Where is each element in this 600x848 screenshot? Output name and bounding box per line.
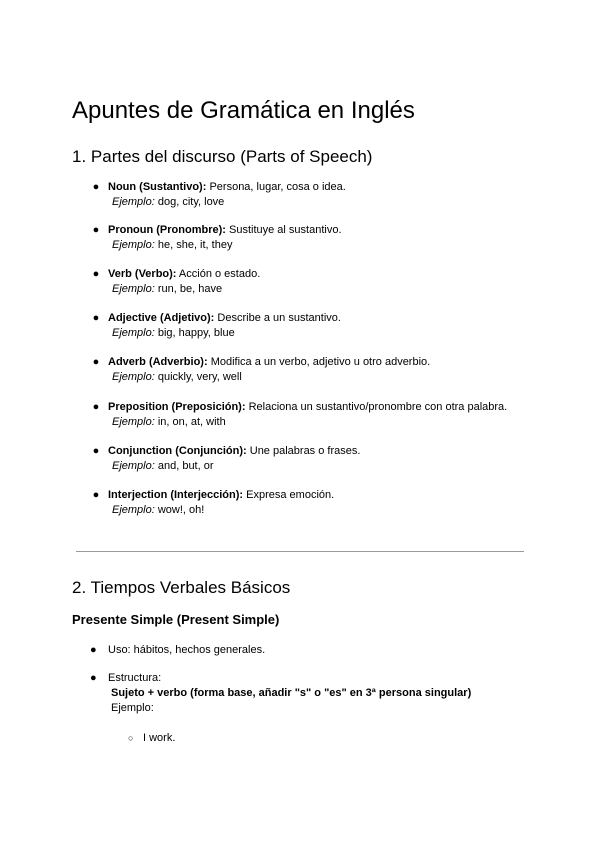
term-label: Pronoun (Pronombre): bbox=[108, 224, 226, 236]
term-label: Verb (Verbo): bbox=[108, 268, 177, 280]
example-label: Ejemplo: bbox=[112, 460, 155, 472]
section-heading-verb-tenses: 2. Tiempos Verbales Básicos bbox=[72, 578, 291, 597]
term-label: Adverb (Adverbio): bbox=[108, 356, 208, 368]
list-item-definition-line bbox=[108, 354, 430, 370]
bullet-icon: ● bbox=[92, 445, 100, 457]
structure-label: Estructura: bbox=[108, 672, 162, 684]
bullet-icon: ● bbox=[92, 224, 100, 236]
term-definition: Une palabras o frases. bbox=[249, 445, 361, 457]
term-label: Noun (Sustantivo): bbox=[108, 181, 207, 193]
term-label: Adjective (Adjetivo): bbox=[108, 312, 215, 324]
list-item-definition-line bbox=[108, 222, 342, 238]
term-definition: Modifica a un verbo, adjetivo u otro adverbio. bbox=[210, 356, 431, 368]
bullet-icon: ● bbox=[92, 181, 100, 193]
example-label: Ejemplo: bbox=[112, 327, 155, 339]
example-text: big, happy, blue bbox=[157, 327, 235, 339]
bullet-icon: ● bbox=[92, 312, 100, 324]
example-label: Ejemplo: bbox=[112, 283, 155, 295]
term-definition: Expresa emoción. bbox=[246, 489, 335, 501]
term-definition: Acción o estado. bbox=[178, 268, 261, 280]
example-text: dog, city, love bbox=[157, 196, 225, 208]
structure-formula: Sujeto + verbo (forma base, añadir "s" o "es" en 3ª persona singular) bbox=[111, 687, 472, 699]
present-simple-use: Uso: hábitos, hechos generales. bbox=[108, 644, 266, 656]
bullet-icon: ● bbox=[92, 268, 100, 280]
example-text: in, on, at, with bbox=[157, 416, 226, 428]
bullet-icon: ● bbox=[92, 356, 100, 368]
term-label: Conjunction (Conjunción): bbox=[108, 445, 247, 457]
list-item-definition-line bbox=[108, 399, 507, 415]
term-definition: Relaciona un sustantivo/pronombre con otra palabra. bbox=[248, 401, 508, 413]
example-text: quickly, very, well bbox=[157, 371, 242, 383]
example-text: run, be, have bbox=[157, 283, 223, 295]
list-item-definition-line bbox=[108, 487, 334, 503]
list-item-example-line bbox=[112, 369, 242, 385]
list-item-definition-line bbox=[108, 443, 360, 459]
term-definition: Describe a un sustantivo. bbox=[217, 312, 341, 324]
list-item-example-line bbox=[112, 458, 214, 474]
example-text: and, but, or bbox=[157, 460, 214, 472]
bullet-icon: ● bbox=[92, 489, 100, 501]
bullet-icon: ● bbox=[92, 401, 100, 413]
term-definition: Persona, lugar, cosa o idea. bbox=[209, 181, 346, 193]
list-item-definition-line bbox=[108, 179, 346, 195]
example-label: Ejemplo: bbox=[112, 239, 155, 251]
list-item-example-line bbox=[112, 325, 235, 341]
example-text: he, she, it, they bbox=[157, 239, 233, 251]
example-label: Ejemplo: bbox=[112, 504, 155, 516]
example-label: Ejemplo: bbox=[111, 702, 154, 714]
list-item-example-line bbox=[112, 237, 232, 253]
document-title: Apuntes de Gramática en Inglés bbox=[72, 97, 415, 124]
example-label: Ejemplo: bbox=[112, 371, 155, 383]
example-label: Ejemplo: bbox=[112, 416, 155, 428]
list-item-definition-line bbox=[108, 266, 260, 282]
list-item-example-line bbox=[112, 281, 222, 297]
example-text: wow!, oh! bbox=[157, 504, 205, 516]
list-item-example-line bbox=[112, 502, 204, 518]
sub-bullet-icon: ○ bbox=[128, 733, 134, 743]
example-sentence: I work. bbox=[143, 732, 176, 744]
term-label: Preposition (Preposición): bbox=[108, 401, 246, 413]
section-heading-parts-of-speech: 1. Partes del discurso (Parts of Speech) bbox=[72, 147, 373, 166]
term-label: Interjection (Interjección): bbox=[108, 489, 244, 501]
list-item-example-line bbox=[112, 414, 226, 430]
bullet-icon: ● bbox=[90, 672, 97, 684]
subsection-heading-present-simple: Presente Simple (Present Simple) bbox=[72, 612, 280, 627]
list-item-example-line bbox=[112, 194, 224, 210]
term-definition: Sustituye al sustantivo. bbox=[229, 224, 342, 236]
horizontal-divider bbox=[76, 551, 524, 552]
example-label: Ejemplo: bbox=[112, 196, 155, 208]
bullet-icon: ● bbox=[90, 644, 97, 656]
list-item-definition-line bbox=[108, 310, 341, 326]
